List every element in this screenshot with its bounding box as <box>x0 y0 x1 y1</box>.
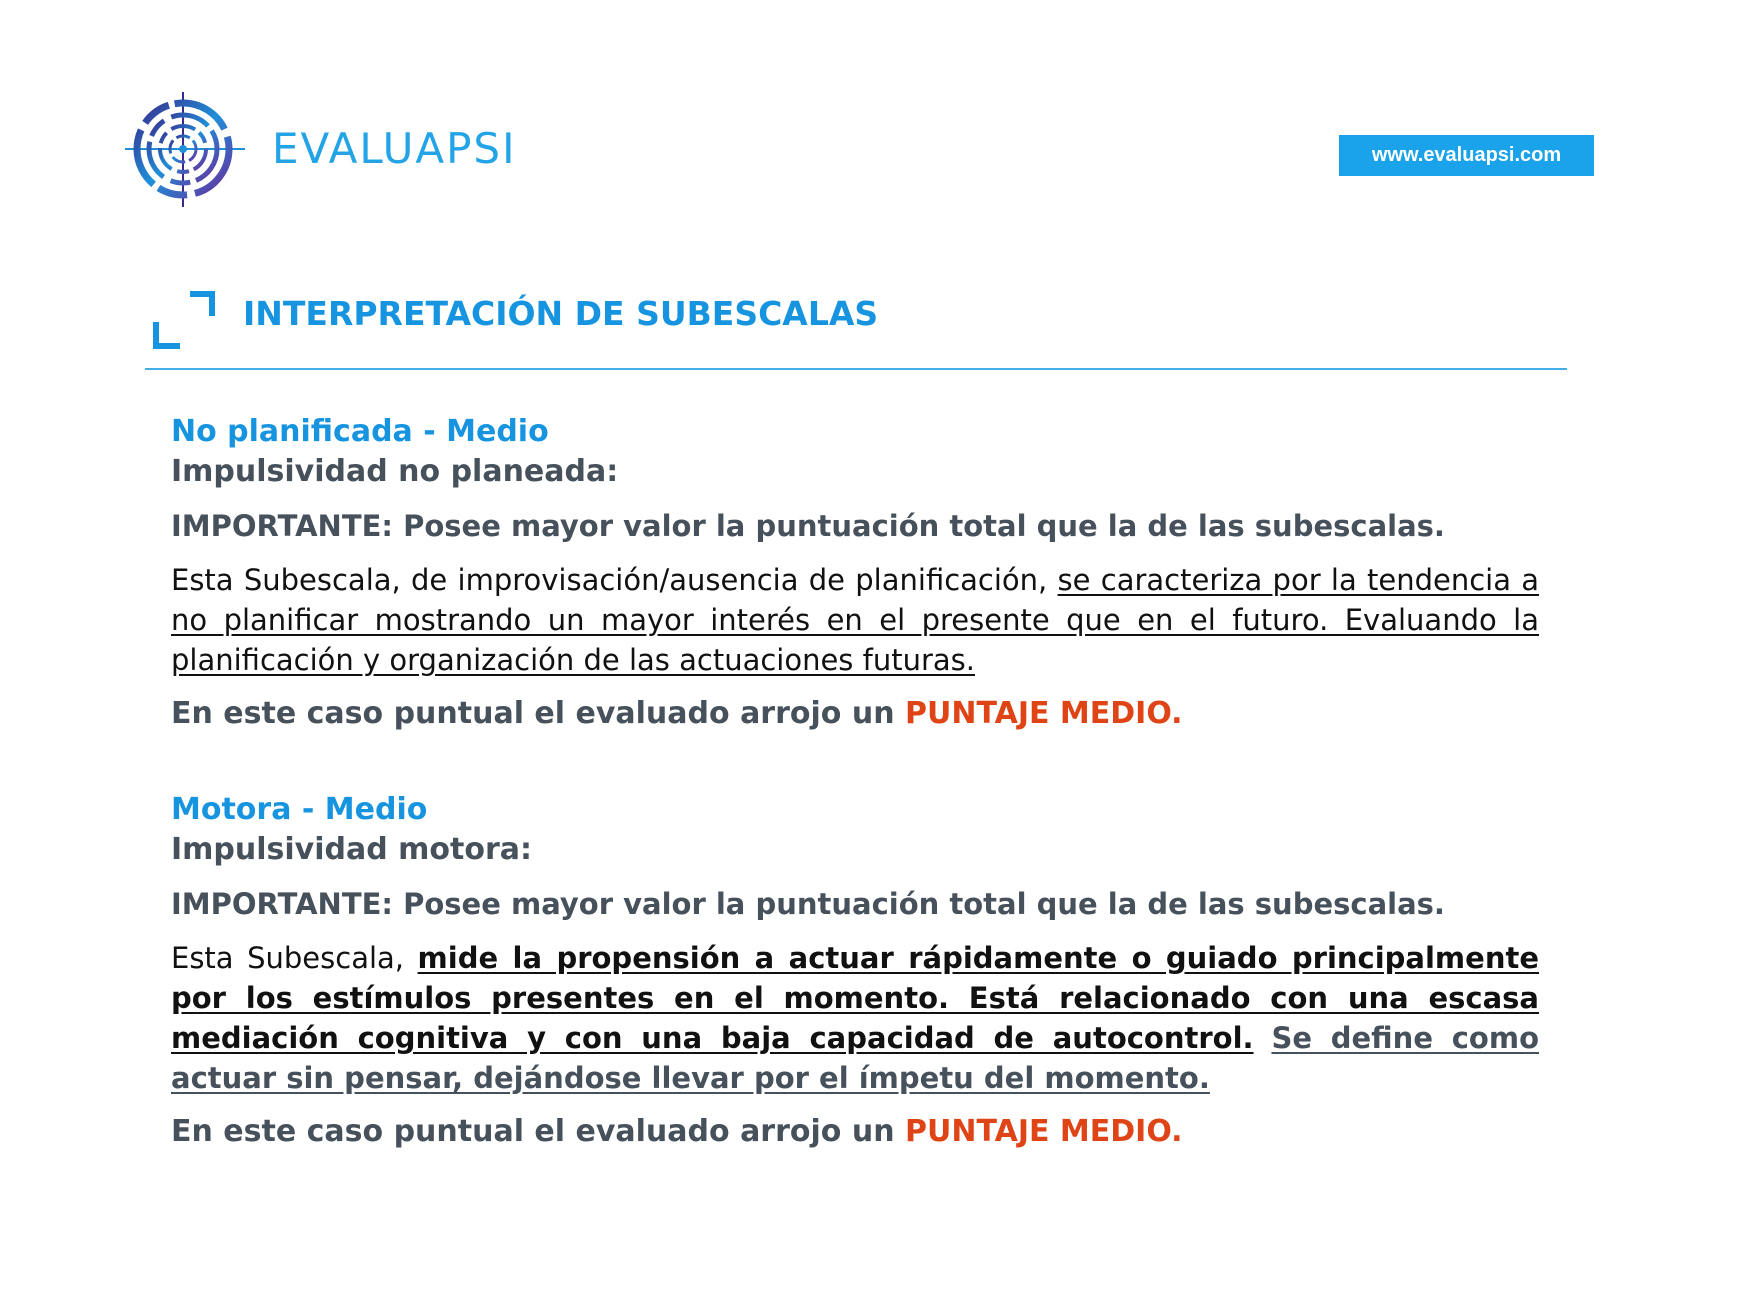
evaluapsi-logo-icon <box>125 92 245 207</box>
description-underlined: se caracteriza por la tendencia a no planificar mostrando un mayor interés en el presente que en el futuro. Evaluando la planificación y organización de las actuaciones futuras. <box>171 563 1540 677</box>
section-title: INTERPRETACIÓN DE SUBESCALAS <box>243 294 879 333</box>
section-divider <box>145 368 1567 370</box>
subscale-subheading: Impulsividad motora: <box>171 832 533 867</box>
subscale-subheading: Impulsividad no planeada: <box>171 454 619 489</box>
subscale-description <box>171 938 1539 1098</box>
description-plain: Esta Subescala, <box>171 941 418 975</box>
brand-name: EVALUAPSI <box>272 124 517 173</box>
result-score: PUNTAJE MEDIO. <box>905 1114 1183 1149</box>
description-bold-underlined: mide la propensión a actuar rápidamente o guiado principalmente por los estímulos presentes en el momento. Está relacionado con una escasa mediación cognitiva y con una baja capacidad de autocontrol. <box>171 941 1539 1055</box>
subscale-block-no-planificada <box>171 412 1539 734</box>
important-note: IMPORTANTE: Posee mayor valor la puntuación total que la de las subescalas. <box>171 509 1445 543</box>
result-line <box>171 1112 1539 1152</box>
description-gray-underlined: Se define como actuar sin pensar, dejándose llevar por el ímpetu del momento. <box>171 1021 1539 1095</box>
result-prefix: En este caso puntual el evaluado arrojo un <box>171 696 906 731</box>
result-line <box>171 694 1539 734</box>
corner-brackets-icon <box>152 288 216 352</box>
subscale-description <box>171 560 1539 680</box>
subscale-heading: No planificada - Medio <box>171 414 549 449</box>
result-score: PUNTAJE MEDIO. <box>905 696 1183 731</box>
subscale-block-motora <box>171 790 1539 1152</box>
important-note: IMPORTANTE: Posee mayor valor la puntuación total que la de las subescalas. <box>171 887 1445 921</box>
website-link[interactable]: www.evaluapsi.com <box>1339 135 1594 176</box>
result-prefix: En este caso puntual el evaluado arrojo un <box>171 1114 906 1149</box>
description-plain: Esta Subescala, de improvisación/ausencia de planificación, <box>171 563 1058 597</box>
subscale-heading: Motora - Medio <box>171 792 428 827</box>
